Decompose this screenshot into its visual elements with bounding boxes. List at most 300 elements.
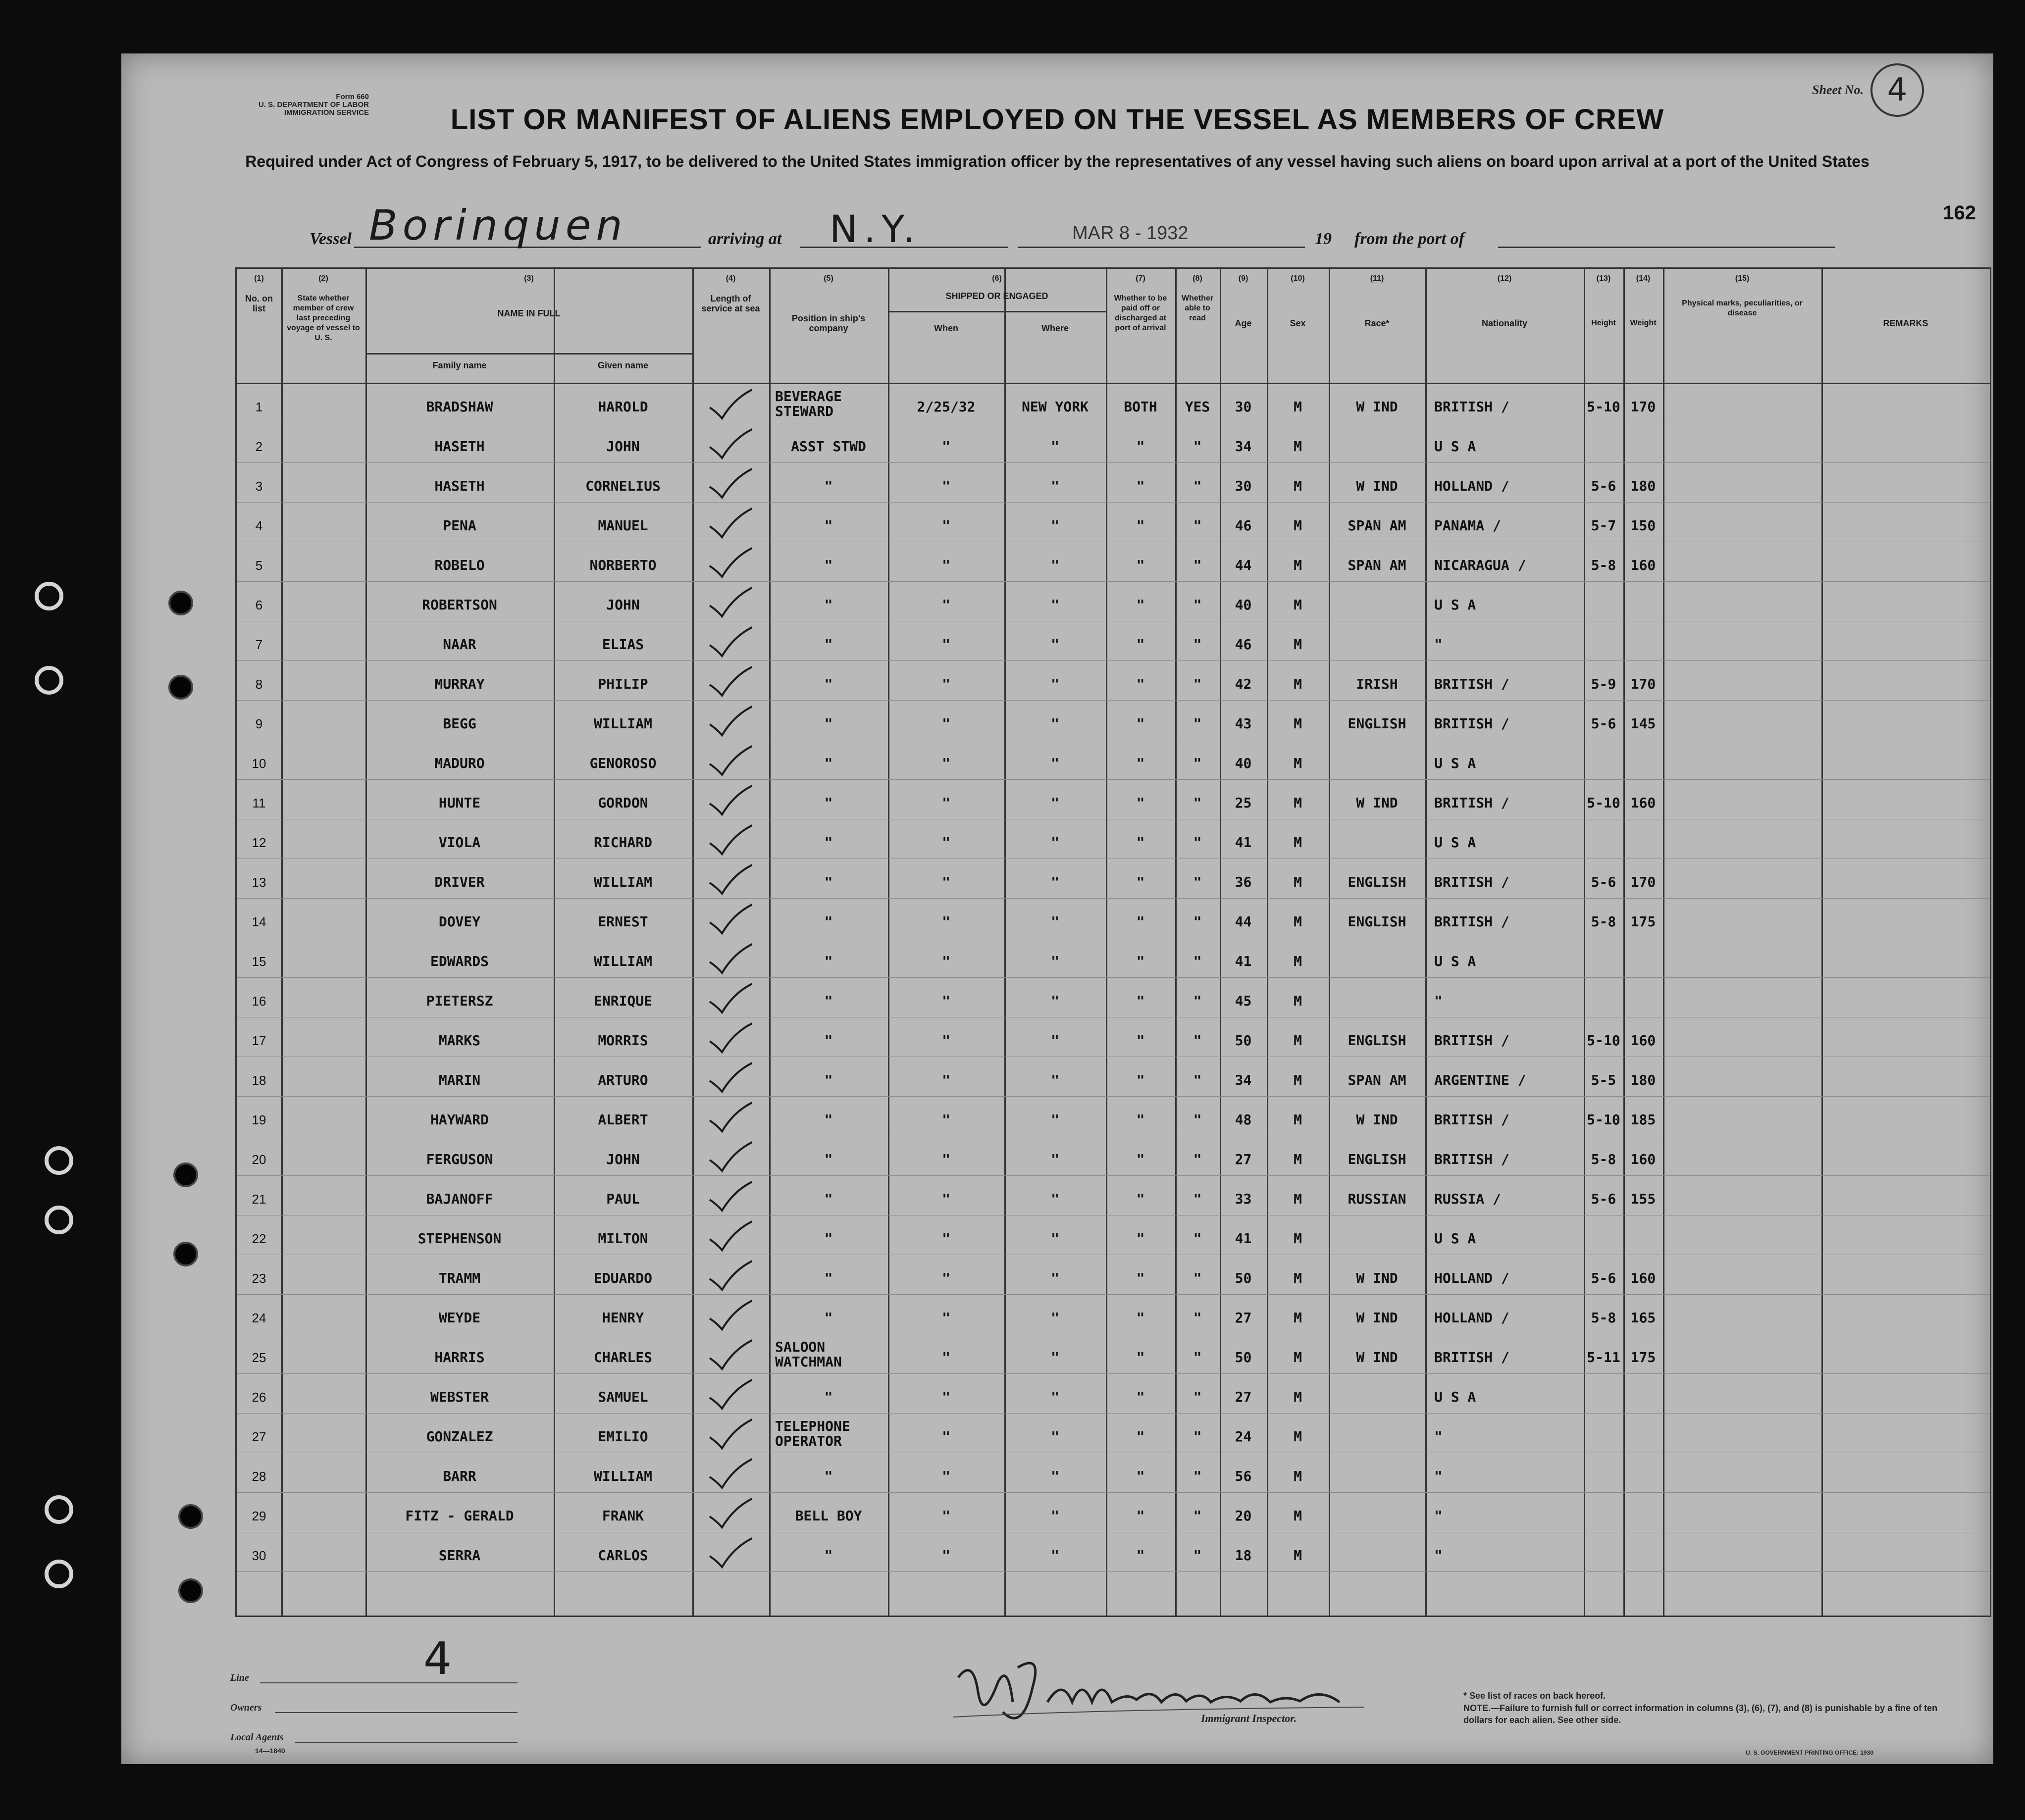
age: 20	[1235, 1508, 1252, 1524]
service-check-mark	[707, 903, 752, 937]
family-name: MADURO	[434, 755, 485, 771]
shipped-when: "	[942, 1508, 950, 1524]
able-to-read: "	[1193, 438, 1202, 455]
paid-off: "	[1136, 1468, 1145, 1484]
shipped-where: "	[1051, 993, 1059, 1009]
position: "	[824, 478, 833, 494]
paid-off: "	[1136, 834, 1145, 851]
shipped-where: "	[1051, 1230, 1059, 1247]
service-check-mark	[707, 1021, 752, 1056]
shipped-where: "	[1051, 478, 1059, 494]
department-name: U. S. DEPARTMENT OF LABOR	[258, 101, 369, 109]
position: "	[824, 676, 833, 692]
weight: 175	[1630, 1349, 1656, 1365]
header-remarks: REMARKS	[1883, 318, 1928, 328]
sex: M	[1294, 1310, 1302, 1326]
column-divider	[769, 269, 771, 1616]
position: "	[824, 1151, 833, 1167]
paid-off: "	[1136, 1508, 1145, 1524]
nationality: BRITISH /	[1434, 1349, 1509, 1365]
given-name: CHARLES	[593, 1349, 652, 1365]
row-number: 3	[255, 479, 263, 494]
header-no-on-list: No. on list	[245, 294, 273, 313]
shipped-where: "	[1051, 1072, 1059, 1088]
able-to-read: "	[1193, 557, 1202, 573]
owners-underline	[275, 1712, 518, 1713]
service-check-mark	[707, 427, 752, 462]
age: 34	[1235, 1072, 1252, 1088]
family-name: FITZ - GERALD	[405, 1508, 514, 1524]
nationality: BRITISH /	[1434, 715, 1509, 732]
nationality: BRITISH /	[1434, 913, 1509, 930]
column-number: (7)	[1136, 274, 1145, 283]
able-to-read: "	[1193, 597, 1202, 613]
given-name: ERNEST	[598, 913, 648, 930]
from-port-underline	[1498, 247, 1835, 248]
shipped-where: "	[1051, 557, 1059, 573]
column-number: (15)	[1735, 274, 1750, 283]
position: "	[824, 874, 833, 890]
service-check-mark	[707, 1061, 752, 1096]
family-name: FERGUSON	[426, 1151, 493, 1167]
row-number: 14	[252, 914, 266, 929]
sex: M	[1294, 676, 1302, 692]
family-name: MARIN	[438, 1072, 481, 1088]
vessel-name: Borinquen	[369, 201, 627, 250]
position: "	[824, 913, 833, 930]
column-divider	[1663, 269, 1664, 1616]
shipped-when: "	[942, 438, 950, 455]
sex: M	[1294, 953, 1302, 969]
binder-hole	[35, 582, 63, 610]
given-name: WILLIAM	[593, 715, 652, 732]
given-name: RICHARD	[593, 834, 652, 851]
able-to-read: "	[1193, 1547, 1202, 1564]
row-number: 28	[252, 1469, 266, 1484]
shipped-when: "	[942, 478, 950, 494]
nationality: U S A	[1434, 953, 1476, 969]
position: "	[824, 715, 833, 732]
column-number: (12)	[1497, 274, 1512, 283]
shipped-when: "	[942, 1389, 950, 1405]
shipped-when: "	[942, 755, 950, 771]
column-divider	[1425, 269, 1427, 1616]
given-name: PAUL	[606, 1191, 640, 1207]
shipped-when: "	[942, 1349, 950, 1365]
age: 40	[1235, 597, 1252, 613]
age: 41	[1235, 1230, 1252, 1247]
column-divider	[692, 269, 694, 1616]
binder-hole	[45, 1495, 73, 1524]
family-name: MARKS	[438, 1032, 481, 1049]
family-name: NAAR	[443, 636, 476, 653]
age: 46	[1235, 636, 1252, 653]
row-number: 22	[252, 1231, 266, 1246]
shipped-when: 2/25/32	[917, 399, 976, 415]
punch-hole	[168, 591, 193, 615]
age: 27	[1235, 1151, 1252, 1167]
given-name: NORBERTO	[589, 557, 657, 573]
family-name: HASETH	[434, 478, 485, 494]
shipped-where: "	[1051, 1508, 1059, 1524]
age: 27	[1235, 1310, 1252, 1326]
given-name: WILLIAM	[593, 1468, 652, 1484]
binder-hole	[45, 1206, 73, 1234]
row-number: 21	[252, 1192, 266, 1207]
row-number: 7	[255, 637, 263, 652]
family-name: HASETH	[434, 438, 485, 455]
service-check-mark	[707, 863, 752, 898]
column-number: (11)	[1370, 274, 1384, 283]
sex: M	[1294, 874, 1302, 890]
row-number: 18	[252, 1073, 266, 1088]
nationality: BRITISH /	[1434, 1151, 1509, 1167]
able-to-read: "	[1193, 636, 1202, 653]
shipped-when: "	[942, 1310, 950, 1326]
header-rule	[888, 311, 1106, 312]
able-to-read: "	[1193, 676, 1202, 692]
punch-hole	[178, 1504, 203, 1529]
nationality: BRITISH /	[1434, 1032, 1509, 1049]
page-subtitle: Required under Act of Congress of February 5, 1917, to be delivered to the United States immigration officer by the representatives of any vessel having such aliens on board upon arrival at a port of the United States	[245, 152, 1869, 170]
shipped-where: "	[1051, 517, 1059, 534]
header-state-member: State whether member of crew last preceding voyage of vessel to U. S.	[287, 294, 360, 342]
row-number: 12	[252, 835, 266, 850]
given-name: EMILIO	[598, 1428, 648, 1445]
nationality: "	[1434, 1428, 1443, 1445]
race: SPAN AM	[1348, 517, 1406, 534]
sheet-label: Sheet No.	[1812, 83, 1864, 97]
family-name: HUNTE	[438, 795, 481, 811]
given-name: SAMUEL	[598, 1389, 648, 1405]
punch-hole	[173, 1163, 198, 1187]
column-divider	[1106, 269, 1107, 1616]
column-divider	[1329, 269, 1330, 1616]
weight: 175	[1630, 913, 1656, 930]
paid-off: "	[1136, 438, 1145, 455]
nationality: HOLLAND /	[1434, 1310, 1509, 1326]
binder-hole	[45, 1560, 73, 1588]
shipped-when: "	[942, 1547, 950, 1564]
family-name: HARRIS	[434, 1349, 485, 1365]
sex: M	[1294, 636, 1302, 653]
position: "	[824, 1191, 833, 1207]
sex: M	[1294, 1191, 1302, 1207]
family-name: GONZALEZ	[426, 1428, 493, 1445]
paid-off: "	[1136, 636, 1145, 653]
able-to-read: "	[1193, 1468, 1202, 1484]
given-name: JOHN	[606, 597, 640, 613]
sex: M	[1294, 913, 1302, 930]
position: BELL BOY	[795, 1508, 862, 1524]
paid-off: "	[1136, 597, 1145, 613]
age: 44	[1235, 557, 1252, 573]
position: "	[824, 1270, 833, 1286]
position: SALOON WATCHMAN	[775, 1339, 842, 1370]
nationality: U S A	[1434, 1230, 1476, 1247]
column-number: (13)	[1596, 274, 1611, 283]
family-name: BEGG	[443, 715, 476, 732]
nationality: BRITISH /	[1434, 795, 1509, 811]
weight: 180	[1630, 478, 1656, 494]
column-divider	[1623, 269, 1625, 1616]
shipped-where: "	[1051, 1191, 1059, 1207]
shipped-when: "	[942, 993, 950, 1009]
given-name: ALBERT	[598, 1112, 648, 1128]
paid-off: "	[1136, 1349, 1145, 1365]
column-number: (5)	[824, 274, 833, 283]
header-family-name: Family name	[432, 360, 487, 370]
vessel-label: Vessel	[310, 230, 352, 248]
age: 50	[1235, 1270, 1252, 1286]
sex: M	[1294, 1389, 1302, 1405]
able-to-read: "	[1193, 1032, 1202, 1049]
able-to-read: "	[1193, 1230, 1202, 1247]
printing-office: U. S. GOVERNMENT PRINTING OFFICE: 1930	[1746, 1749, 1874, 1756]
row-number: 27	[252, 1429, 266, 1444]
nationality: HOLLAND /	[1434, 1270, 1509, 1286]
able-to-read: YES	[1185, 399, 1210, 415]
age: 42	[1235, 676, 1252, 692]
row-number: 13	[252, 875, 266, 890]
family-name: ROBERTSON	[422, 597, 497, 613]
given-name: MORRIS	[598, 1032, 648, 1049]
service-check-mark	[707, 1259, 752, 1294]
shipped-where: "	[1051, 1389, 1059, 1405]
able-to-read: "	[1193, 1151, 1202, 1167]
shipped-where: "	[1051, 834, 1059, 851]
service-check-mark	[707, 1457, 752, 1492]
inspector-label: Immigrant Inspector.	[1201, 1712, 1297, 1724]
paid-off: BOTH	[1124, 399, 1157, 415]
shipped-when: "	[942, 676, 950, 692]
shipped-when: "	[942, 1112, 950, 1128]
weight: 150	[1630, 517, 1656, 534]
sheet-number: 4	[1870, 63, 1924, 117]
line-underline	[260, 1682, 518, 1683]
header-race: Race*	[1364, 318, 1390, 328]
family-name: DOVEY	[438, 913, 481, 930]
age: 44	[1235, 913, 1252, 930]
paid-off: "	[1136, 1072, 1145, 1088]
row-rule	[237, 700, 1990, 701]
shipped-when: "	[942, 1468, 950, 1484]
agents-underline	[295, 1742, 518, 1743]
position: "	[824, 1547, 833, 1564]
column-number: (6)	[992, 274, 1002, 283]
column-number: (8)	[1193, 274, 1202, 283]
date-underline	[1018, 247, 1305, 248]
family-name: BRADSHAW	[426, 399, 493, 415]
able-to-read: "	[1193, 1389, 1202, 1405]
nationality: ARGENTINE /	[1434, 1072, 1526, 1088]
position: "	[824, 1032, 833, 1049]
line-value: 4	[423, 1633, 452, 1685]
shipped-where: "	[1051, 1270, 1059, 1286]
sex: M	[1294, 1230, 1302, 1247]
sex: M	[1294, 795, 1302, 811]
page-number: 162	[1943, 202, 1976, 224]
weight: 170	[1630, 874, 1656, 890]
shipped-where: "	[1051, 874, 1059, 890]
row-rule	[237, 660, 1990, 661]
shipped-where: "	[1051, 676, 1059, 692]
shipped-when: "	[942, 913, 950, 930]
age: 50	[1235, 1349, 1252, 1365]
sex: M	[1294, 715, 1302, 732]
from-port-label: from the port of	[1354, 230, 1464, 248]
age: 48	[1235, 1112, 1252, 1128]
service-check-mark	[707, 546, 752, 581]
nationality: BRITISH /	[1434, 1112, 1509, 1128]
paid-off: "	[1136, 913, 1145, 930]
nationality: BRITISH /	[1434, 874, 1509, 890]
service-check-mark	[707, 1378, 752, 1413]
weight: 160	[1630, 1151, 1656, 1167]
service-check-mark	[707, 1417, 752, 1452]
column-divider	[281, 269, 283, 1616]
service-check-mark	[707, 625, 752, 660]
row-number: 5	[255, 558, 263, 573]
punch-hole	[178, 1578, 203, 1603]
nationality: RUSSIA /	[1434, 1191, 1501, 1207]
paid-off: "	[1136, 1230, 1145, 1247]
weight: 155	[1630, 1191, 1656, 1207]
service-name: IMMIGRATION SERVICE	[284, 108, 369, 117]
position: "	[824, 517, 833, 534]
column-number: (2)	[318, 274, 328, 283]
nationality: "	[1434, 993, 1443, 1009]
family-name: HAYWARD	[430, 1112, 489, 1128]
able-to-read: "	[1193, 953, 1202, 969]
shipped-when: "	[942, 1428, 950, 1445]
given-name: HAROLD	[598, 399, 648, 415]
age: 43	[1235, 715, 1252, 732]
form-number: Form 660	[336, 93, 369, 101]
form-code: 14—1840	[255, 1747, 285, 1755]
given-name: MILTON	[598, 1230, 648, 1247]
row-rule	[237, 1175, 1990, 1176]
height: 5-6	[1591, 1270, 1616, 1286]
paid-off: "	[1136, 1191, 1145, 1207]
family-name: MURRAY	[434, 676, 485, 692]
weight: 180	[1630, 1072, 1656, 1088]
paid-off: "	[1136, 1032, 1145, 1049]
shipped-when: "	[942, 1072, 950, 1088]
shipped-when: "	[942, 795, 950, 811]
race: ENGLISH	[1348, 874, 1406, 890]
race: ENGLISH	[1348, 715, 1406, 732]
shipped-when: "	[942, 1270, 950, 1286]
height: 5-10	[1587, 1032, 1620, 1049]
position: "	[824, 1230, 833, 1247]
height: 5-10	[1587, 1112, 1620, 1128]
row-number: 10	[252, 756, 266, 771]
weight: 160	[1630, 1032, 1656, 1049]
able-to-read: "	[1193, 1349, 1202, 1365]
header-name-in-full: NAME IN FULL	[497, 308, 561, 318]
shipped-where: "	[1051, 1032, 1059, 1049]
race: W IND	[1356, 478, 1398, 494]
given-name: WILLIAM	[593, 874, 652, 890]
shipped-where: "	[1051, 1151, 1059, 1167]
service-check-mark	[707, 823, 752, 858]
weight: 160	[1630, 1270, 1656, 1286]
given-name: MANUEL	[598, 517, 648, 534]
able-to-read: "	[1193, 834, 1202, 851]
nationality: "	[1434, 1468, 1443, 1484]
able-to-read: "	[1193, 1112, 1202, 1128]
service-check-mark	[707, 1180, 752, 1214]
column-number: (14)	[1636, 274, 1651, 283]
column-divider	[1267, 269, 1268, 1616]
agents-label: Local Agents	[230, 1732, 284, 1743]
shipped-where: "	[1051, 953, 1059, 969]
paid-off: "	[1136, 1389, 1145, 1405]
position: "	[824, 597, 833, 613]
race: W IND	[1356, 1349, 1398, 1365]
able-to-read: "	[1193, 517, 1202, 534]
family-name: DRIVER	[434, 874, 485, 890]
height: 5-6	[1591, 715, 1616, 732]
nationality: U S A	[1434, 1389, 1476, 1405]
given-name: ARTURO	[598, 1072, 648, 1088]
given-name: WILLIAM	[593, 953, 652, 969]
race: SPAN AM	[1348, 1072, 1406, 1088]
crew-manifest-table	[235, 267, 1991, 1617]
weight: 185	[1630, 1112, 1656, 1128]
position: "	[824, 953, 833, 969]
row-rule	[237, 1373, 1990, 1374]
arrival-port: N.Y.	[830, 207, 921, 251]
given-name: EDUARDO	[593, 1270, 652, 1286]
column-divider	[1584, 269, 1585, 1616]
given-name: ELIAS	[602, 636, 644, 653]
position: TELEPHONE OPERATOR	[775, 1418, 850, 1449]
position: "	[824, 557, 833, 573]
sex: M	[1294, 1547, 1302, 1564]
column-number: (3)	[524, 274, 534, 283]
given-name: CARLOS	[598, 1547, 648, 1564]
header-where: Where	[1041, 323, 1069, 333]
age: 40	[1235, 755, 1252, 771]
given-name: FRANK	[602, 1508, 644, 1524]
sex: M	[1294, 1032, 1302, 1049]
age: 27	[1235, 1389, 1252, 1405]
row-number: 6	[255, 598, 263, 612]
header-position: Position in ship's company	[791, 313, 866, 333]
weight: 160	[1630, 557, 1656, 573]
height: 5-8	[1591, 1310, 1616, 1326]
nationality: BRITISH /	[1434, 676, 1509, 692]
paid-off: "	[1136, 1270, 1145, 1286]
race: W IND	[1356, 1310, 1398, 1326]
shipped-where: "	[1051, 597, 1059, 613]
service-check-mark	[707, 467, 752, 502]
given-name: JOHN	[606, 438, 640, 455]
header-rule	[365, 353, 692, 354]
able-to-read: "	[1193, 993, 1202, 1009]
sex: M	[1294, 1349, 1302, 1365]
shipped-when: "	[942, 636, 950, 653]
height: 5-11	[1587, 1349, 1620, 1365]
shipped-when: "	[942, 834, 950, 851]
row-number: 11	[252, 796, 266, 810]
row-rule	[237, 581, 1990, 582]
row-number: 2	[255, 439, 263, 454]
column-number: (10)	[1291, 274, 1305, 283]
age: 45	[1235, 993, 1252, 1009]
